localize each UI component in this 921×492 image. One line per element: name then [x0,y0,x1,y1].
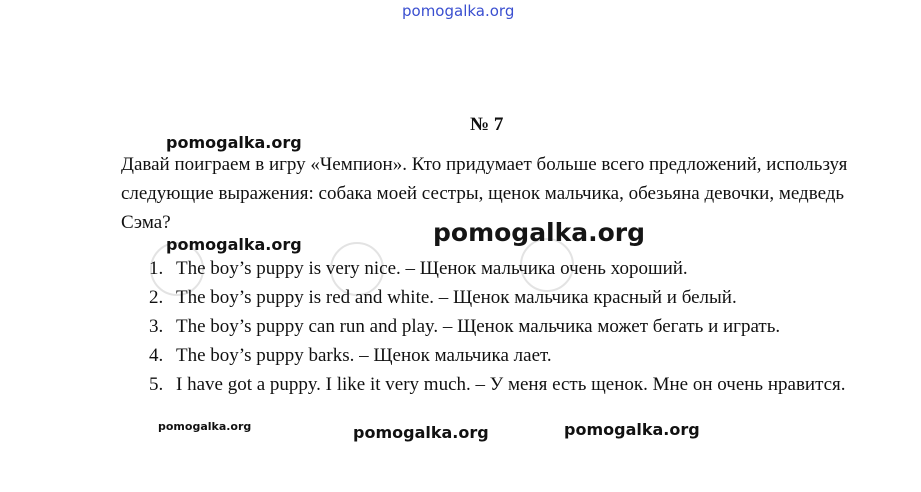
list-item [149,371,869,399]
item-text: I have got a puppy. I like it very much. – У меня есть щенок. Мне он очень нравится. [176,374,846,395]
exercise-task: Давай поиграем в игру «Чемпион». Кто придумает больше всего предложений, используя следующие выражения: собака моей сестры, щенок мальчика, обезьяна девочки, медведь Сэма? [121,154,848,233]
watermark-bottom: pomogalka.org [353,423,489,442]
item-number: 1. [149,258,164,279]
item-number: 4. [149,345,164,366]
item-text: The boy’s puppy is red and white. – Щенок мальчика красный и белый. [176,287,737,308]
item-number: 2. [149,287,164,308]
item-text: The boy’s puppy barks. – Щенок мальчика лает. [176,345,552,366]
exercise-number: № 7 [470,114,504,135]
watermark-top: pomogalka.org [402,2,515,20]
watermark-small: pomogalka.org [158,420,252,433]
list-item [149,255,869,283]
list-item [149,313,869,341]
watermark: pomogalka.org [166,235,302,254]
list-item [149,342,869,370]
item-text: The boy’s puppy can run and play. – Щенок мальчика может бегать и играть. [176,316,781,337]
item-number: 5. [149,374,164,395]
watermark-large: pomogalka.org [433,218,646,247]
item-number: 3. [149,316,164,337]
watermark: pomogalka.org [166,133,302,152]
item-text: The boy’s puppy is very nice. – Щенок мальчика очень хороший. [176,258,688,279]
answer-list [149,255,869,400]
list-item [149,284,869,312]
watermark-bottom: pomogalka.org [564,420,700,439]
